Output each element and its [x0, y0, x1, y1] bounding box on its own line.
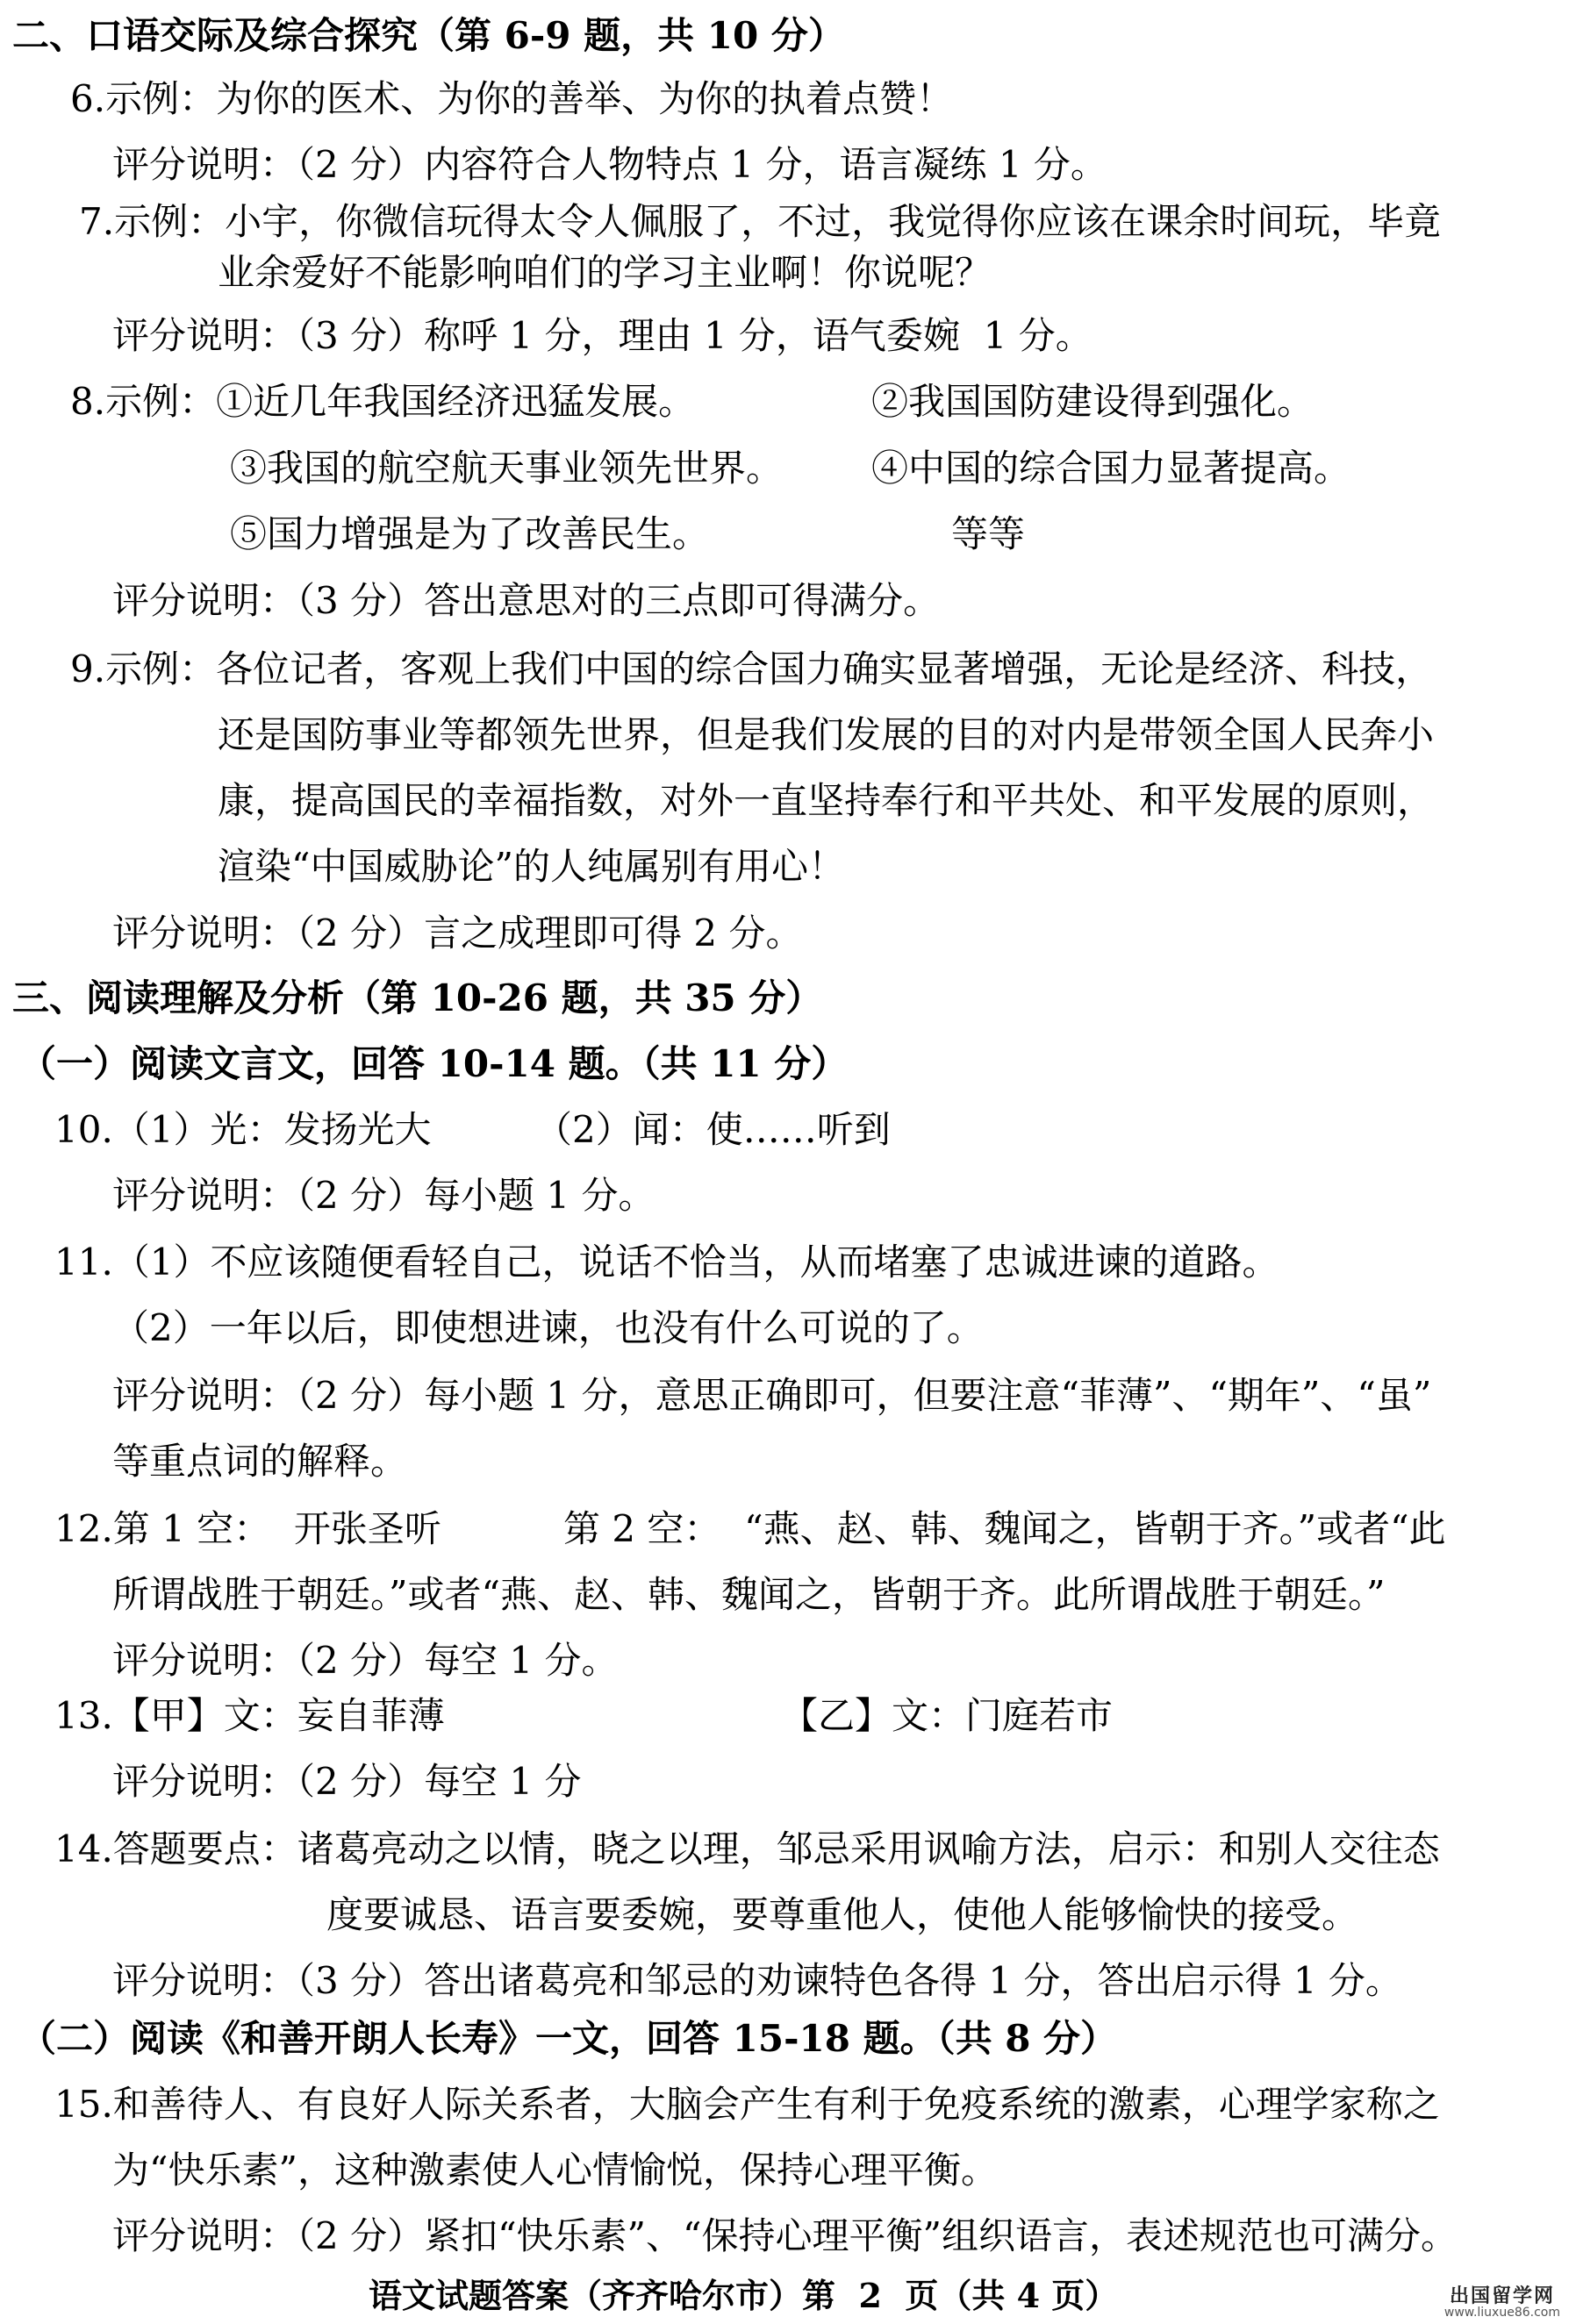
q13-answer-jia: 13.【甲】文：妄自菲薄: [54, 1694, 445, 1737]
q9-score-note: 评分说明：（2 分）言之成理即可得 2 分。: [112, 912, 803, 955]
q6-answer: 6.示例：为你的医术、为你的善举、为你的执着点赞！: [70, 77, 954, 120]
part-2-heading: （二）阅读《和善开朗人长寿》一文，回答 15-18 题。（共 8 分）: [19, 2017, 1118, 2060]
section-3-heading: 三、阅读理解及分析（第 10-26 题，共 35 分）: [12, 976, 823, 1019]
q14-answer-line-1: 14.答题要点：诸葛亮动之以情，晓之以理，邹忌采用讽喻方法，启示：和别人交往态: [54, 1827, 1440, 1870]
q14-score-note: 评分说明：（3 分）答出诸葛亮和邹忌的劝谏特色各得 1 分，答出启示得 1 分。: [112, 1959, 1402, 2002]
site-watermark: [1444, 2287, 1560, 2319]
q12-answer-blank-1: 12.第 1 空： 开张圣听: [54, 1507, 441, 1550]
q12-answer-blank-2: 第 2 空： “燕、赵、韩、魏闻之，皆朝于齐。”或者“此: [563, 1507, 1446, 1550]
q13-score-note: 评分说明：（2 分）每空 1 分: [112, 1760, 582, 1803]
q9-answer-line-3: 康，提高国民的幸福指数，对外一直坚持奉行和平共处、和平发展的原则，: [218, 779, 1435, 822]
q8-answer-item-4: ④中国的综合国力显著提高。: [871, 447, 1351, 490]
q10-answer-1: 10.（1）光：发扬光大: [54, 1108, 432, 1151]
q9-answer-line-1: 9.示例：各位记者，客观上我们中国的综合国力确实显著增强，无论是经济、科技，: [70, 647, 1433, 690]
q9-answer-line-2: 还是国防事业等都领先世界，但是我们发展的目的对内是带领全国人民奔小: [218, 713, 1435, 756]
q15-answer-line-2: 为“快乐素”，这种激素使人心情愉悦，保持心理平衡。: [112, 2149, 998, 2192]
part-1-heading: （一）阅读文言文，回答 10-14 题。（共 11 分）: [19, 1042, 849, 1085]
q11-score-note-line-1: 评分说明：（2 分）每小题 1 分，意思正确即可，但要注意“菲薄”、“期年”、“虽”: [112, 1374, 1432, 1417]
watermark-url: www.liuxue86.com: [1443, 2306, 1560, 2320]
q8-answer-item-2: ②我国国防建设得到强化。: [871, 380, 1315, 423]
q15-answer-line-1: 15.和善待人、有良好人际关系者，大脑会产生有利于免疫系统的激素，心理学家称之: [54, 2083, 1440, 2126]
q8-answer-etc: 等等: [951, 512, 1026, 555]
watermark-name: 出国留学网: [1449, 2285, 1555, 2307]
q7-answer-line-1: 7.示例：小宇，你微信玩得太令人佩服了，不过，我觉得你应该在课余时间玩，毕竟: [79, 200, 1442, 243]
q10-answer-2: （2）闻：使……听到: [535, 1108, 891, 1151]
page-footer: 语文试题答案（齐齐哈尔市）第 2 页（共 4 页）: [369, 2276, 1119, 2315]
q15-score-note: 评分说明：（2 分）紧扣“快乐素”、“保持心理平衡”组织语言，表述规范也可满分。: [112, 2214, 1458, 2257]
q8-answer-item-3: ③我国的航空航天事业领先世界。: [230, 447, 784, 490]
q7-score-note: 评分说明：（3 分）称呼 1 分，理由 1 分，语气委婉 1 分。: [112, 314, 1092, 357]
q14-answer-line-2: 度要诚恳、语言要委婉，要尊重他人，使他人能够愉快的接受。: [326, 1893, 1359, 1936]
q8-answer-item-5: ⑤国力增强是为了改善民生。: [230, 512, 710, 555]
q7-answer-line-2: 业余爱好不能影响咱们的学习主业啊！你说呢？: [218, 251, 992, 294]
q8-answer-item-1: 8.示例：①近几年我国经济迅猛发展。: [70, 380, 696, 423]
q12-score-note: 评分说明：（2 分）每空 1 分。: [112, 1639, 619, 1682]
q11-score-note-line-2: 等重点词的解释。: [112, 1440, 408, 1483]
section-2-heading: 二、口语交际及综合探究（第 6-9 题，共 10 分）: [12, 14, 845, 57]
q11-answer-1: 11.（1）不应该随便看轻自己，说话不恰当，从而堵塞了忠诚进谏的道路。: [54, 1241, 1279, 1284]
q12-answer-line-2: 所谓战胜于朝廷。”或者“燕、赵、韩、魏闻之，皆朝于齐。此所谓战胜于朝廷。”: [112, 1573, 1386, 1616]
q10-score-note: 评分说明：（2 分）每小题 1 分。: [112, 1174, 655, 1217]
q11-answer-2: （2）一年以后，即使想进谏，也没有什么可说的了。: [112, 1306, 984, 1349]
q9-answer-line-4: 渲染“中国威胁论”的人纯属别有用心！: [218, 845, 845, 888]
q6-score-note: 评分说明：（2 分）内容符合人物特点 1 分，语言凝练 1 分。: [112, 143, 1107, 186]
q8-score-note: 评分说明：（3 分）答出意思对的三点即可得满分。: [112, 579, 941, 622]
q13-answer-yi: 【乙】文：门庭若市: [781, 1694, 1114, 1737]
